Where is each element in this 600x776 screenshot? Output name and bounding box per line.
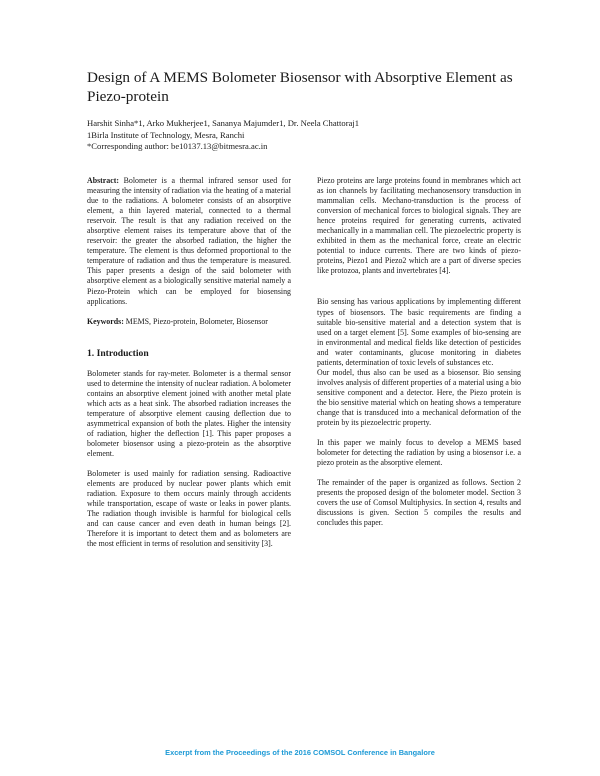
paragraph: In this paper we mainly focus to develop a MEMS based bolometer for detecting the radiation by using a biosensor i.e. a piezo protein as the absorptive element. [317, 438, 521, 468]
paragraph: Our model, thus also can be used as a biosensor. Bio sensing involves analysis of different properties of a material using a bio sensitive component and a detector. Here, the Piezo protein is the bio sensitive material which on heating shows a temperature change that is transduced into a mechanical deformation of the protein by its piezoelectric property. [317, 367, 521, 428]
paragraph: Bolometer is used mainly for radiation sensing. Radioactive elements are produced by nuclear power plants which emit radiation. Exposure to them occurs mainly through accidents while transportation, escape of waste or leaks in power plants. The radiation though invisible is harmful for biological cells and can cause cancer and even death in human beings [2]. Therefore it is important to detect them and as bolometers are the most efficient in terms of resolution and sensitivity [3]. [87, 469, 291, 549]
author-block [87, 118, 527, 153]
paragraph: Bio sensing has various applications by implementing different types of biosensors. The basic requirements are finding a suitable bio-sensitive material and a detection system that is used on a target element [5]. Some examples of bio-sensing are in environmental and medical fields like detection of pesticides and water contaminants, glucose monitoring in diabetes patients, determination of toxic levels of substances etc. [317, 297, 521, 367]
right-column [317, 176, 521, 528]
keywords-text: MEMS, Piezo-protein, Bolometer, Biosensor [123, 316, 268, 326]
left-column [87, 176, 291, 550]
abstract [87, 176, 291, 307]
paragraph: The remainder of the paper is organized as follows. Section 2 presents the proposed design of the bolometer model. Section 3 covers the use of Comsol Multiphysics. In section 4, results and discussions is given. Section 5 compiles the results and concludes this paper. [317, 478, 521, 528]
proceedings-footer: Excerpt from the Proceedings of the 2016 COMSOL Conference in Bangalore [165, 748, 435, 757]
paragraph: Piezo proteins are large proteins found in membranes which act as ion channels by facilitating mechanosensory transduction in mammalian cells. Mechano-transduction is the process of conversion of mechanical forces to biological signals. They are hence proteins required for generating currents, activated mechanically in a mammalian cell. The piezoelectric property is exhibited in them as the mechanical force, create an electric potential to induce currents. There are two kinds of piezo-proteins, Piezo1 and Piezo2 which are a part of diverse species like protozoa, plants and invertebrates [4]. [317, 176, 521, 276]
author-list: Harshit Sinha*1, Arko Mukherjee1, Sananya Majumder1, Dr. Neela Chattoraj1 [87, 118, 360, 128]
paragraph: Bolometer stands for ray-meter. Bolometer is a thermal sensor used to determine the intensity of nuclear radiation. A bolometer contains an absorptive element joined with another metal plate which acts as a heat sink. The absorbed radiation increases the temperature of absorptive element causing deflection due to asymmetrical expansion of both the plates. Higher the intensity of radiation, higher the deflection [1]. This paper proposes a bolometer biosensor using a piezo-protein as the absorptive element. [87, 368, 291, 459]
section-heading-introduction: 1. Introduction [87, 347, 149, 359]
abstract-text: Bolometer is a thermal infrared sensor used for measuring the intensity of radiation via the heating of a material due to the radiations. A bolometer consists of an absorptive element, a thin layered material, connected to a thermal reservoir. The result is that any radiation received on the absorptive element raises its temperature above that of the reservoir: the greater the absorbed radiation, the higher the temperature. The element is thus deformed proportional to the temperature of radiation and thus the temperature is measured. This paper presents a design of the said bolometer with absorptive element as a biologically sensitive material namely a Piezo-Protein which can be employed for biosensing applications. [87, 176, 291, 306]
keywords-label: Keywords: [87, 316, 124, 326]
paper-title: Design of A MEMS Bolometer Biosensor with Absorptive Element as Piezo-protein [87, 69, 513, 105]
keywords [87, 317, 291, 327]
affiliation: 1Birla Institute of Technology, Mesra, Ranchi [87, 129, 245, 140]
corresponding-author: *Corresponding author: be10137.13@bitmesra.ac.in [87, 141, 268, 152]
abstract-label: Abstract: [87, 176, 119, 185]
